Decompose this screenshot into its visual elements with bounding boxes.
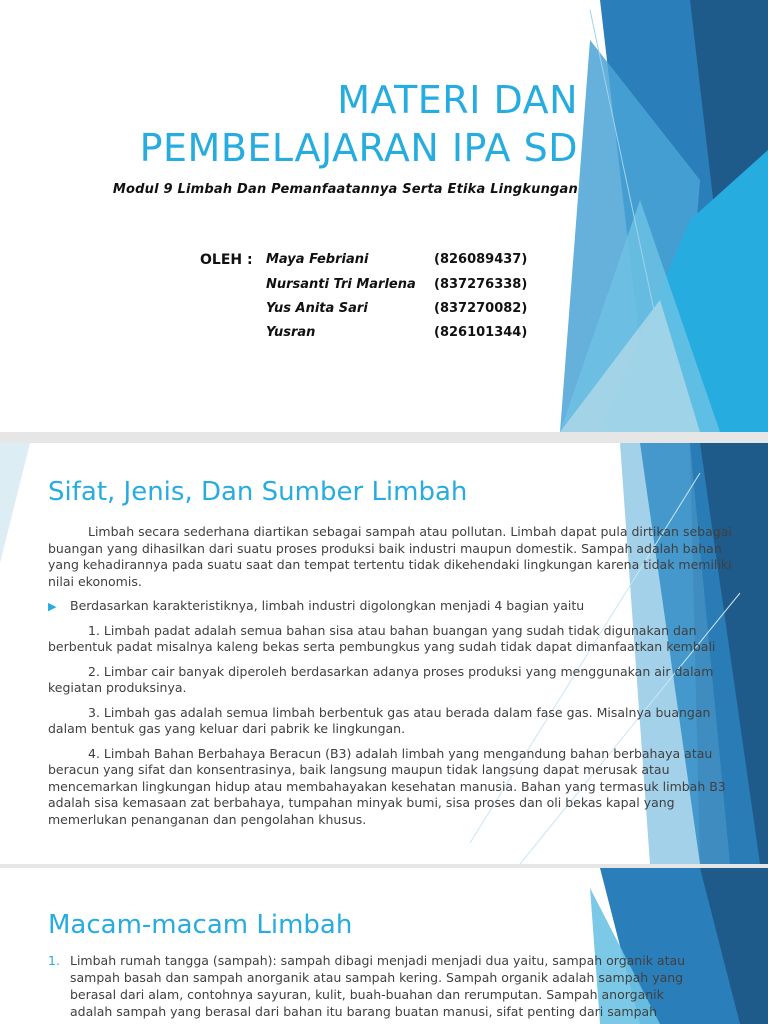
author-id: (826101344) xyxy=(434,325,528,340)
decorative-triangles xyxy=(0,0,768,432)
triangle-bullet-icon: ▶ xyxy=(48,600,57,613)
slide-body xyxy=(48,524,738,836)
author-name: Yus Anita Sari xyxy=(266,301,368,316)
list-item: 4. Limbah Bahan Berbahaya Beracun (B3) adalah limbah yang mengandung bahan berbahaya atau beracun yang sifat dan konsentrasinya, baik langsung maupun tidak langsung dapat merusak atau mencemarkan lingkungan hidup atau membahayakan kesehatan manusia. Bahan yang termasuk limbah B3 adalah sisa kemasaan zat berbahaya, tumpahan minyak bumi, sisa proses dan oli bekas kapal yang memerlukan penanganan dan pengolahan khusus. xyxy=(48,745,726,827)
author-id: (837270082) xyxy=(434,301,528,316)
author-name: Yusran xyxy=(266,325,316,340)
author-id: (837276338) xyxy=(434,277,528,292)
author-table xyxy=(200,252,527,349)
numbered-list xyxy=(48,952,708,1020)
list-number: 1. xyxy=(48,953,60,968)
slide-subtitle: Modul 9 Limbah Dan Pemanfaatannya Serta Etika Lingkungan xyxy=(112,182,578,197)
section-title: Sifat, Jenis, Dan Sumber Limbah xyxy=(48,477,468,507)
list-item: 1. Limbah padat adalah semua bahan sisa atau bahan buangan yang sudah tidak digunakan dan berbentuk padat misalnya kaleng bekas serta pembungkus yang sudah tidak dapat dimanfaatkan kembali xyxy=(48,622,716,654)
list-item: 2. Limbar cair banyak diperoleh berdasarkan adanya proses produksi yang menggunakan air dalam kegiatan produksinya. xyxy=(48,663,714,695)
author-id: (826089437) xyxy=(434,252,528,267)
intro-paragraph: Limbah secara sederhana diartikan sebagai sampah atau pollutan. Limbah dapat pula dirtikan sebagai buangan yang dihasilkan dari suatu proses produksi baik industri maupun domestik. Sampah adalah bahan yang kehadirannya pada suatu saat dan tempat tertentu tidak dikehendaki lingkungan karena tidak memiliki nilai ekonomis. xyxy=(48,524,732,589)
bullet-item: ▶ Berdasarkan karakteristiknya, limbah industri digolongkan menjadi 4 bagian yaitu xyxy=(48,598,738,615)
list-item: Limbah rumah tangga (sampah): sampah dibagi menjadi menjadi dua yaitu, sampah organik atau sampah basah dan sampah anorganik atau sampah kering. Sampah organik adalah sampah yang berasal dari alam, contohnya sayuran, kulit, buah-buahan dan rerumputan. Sampah anorganik adalah sampah yang berasal dari bahan itu barang buatan manusi, sifat penting dari sampah xyxy=(70,953,686,1019)
author-name: Nursanti Tri Marlena xyxy=(266,277,416,292)
section-title: Macam-macam Limbah xyxy=(48,910,353,940)
list-item: 3. Limbah gas adalah semua limbah berbentuk gas atau berada dalam fase gas. Misalnya buangan dalam bentuk gas yang keluar dari pabrik ke lingkungan. xyxy=(48,704,711,736)
slide-title: MATERI DAN PEMBELAJARAN IPA SD xyxy=(139,78,578,170)
title-slide xyxy=(0,0,768,432)
author-name: Maya Febriani xyxy=(266,252,369,267)
oleh-label: OLEH : xyxy=(200,252,253,268)
